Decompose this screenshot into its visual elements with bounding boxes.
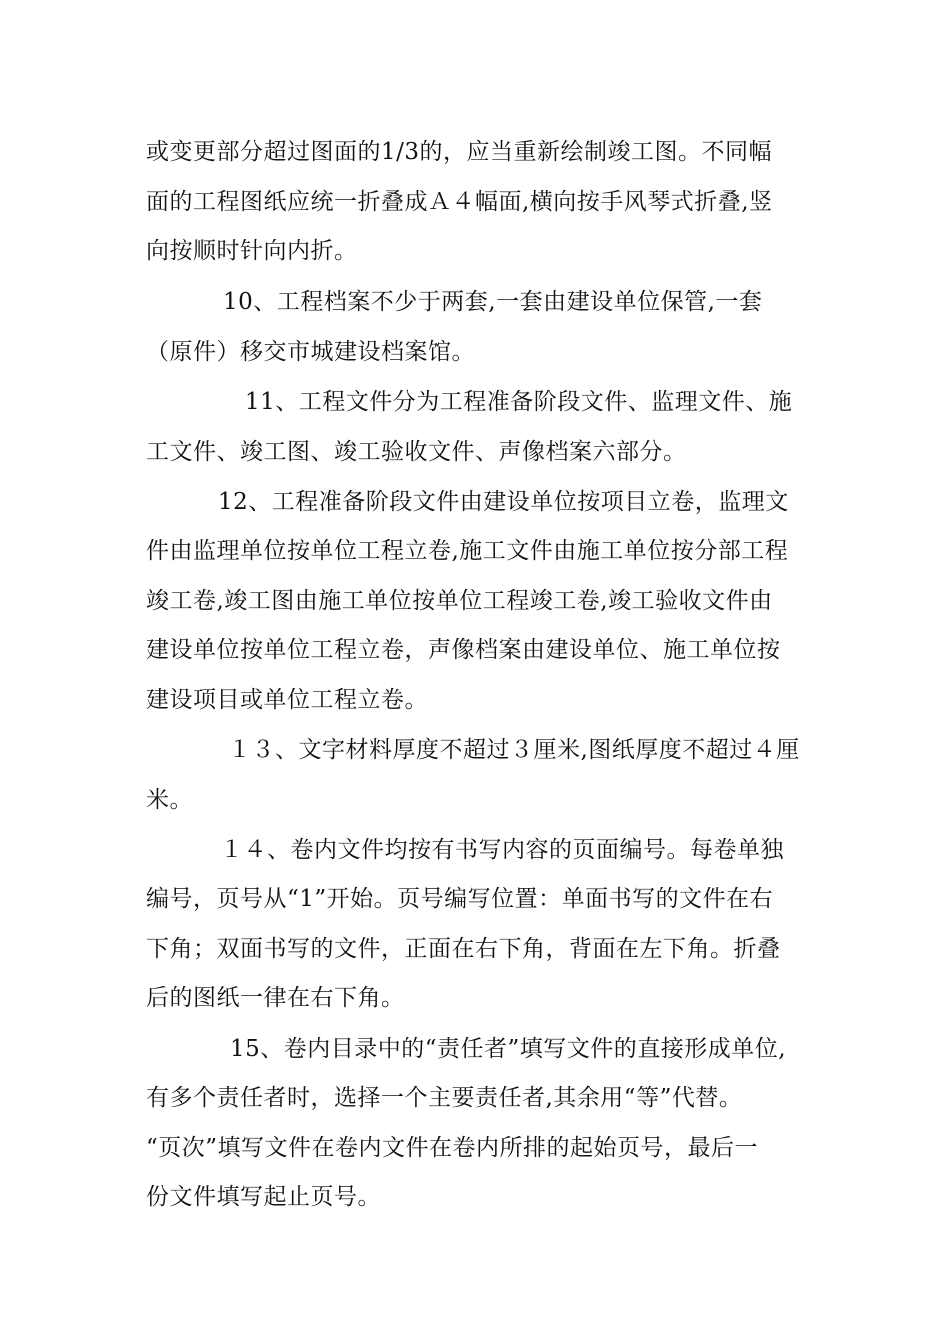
paragraph-11-first-line: 11、工程文件分为工程准备阶段文件、监理文件、施	[245, 389, 793, 415]
text-line: 竣工卷,竣工图由施工单位按单位工程竣工卷,竣工验收文件由	[146, 588, 773, 614]
text-line: 向按顺时针向内折。	[146, 238, 358, 264]
paragraph-13-first-line: １３、文字材料厚度不超过３厘米,图纸厚度不超过４厘	[228, 737, 800, 763]
text-line: 米。	[146, 787, 193, 813]
text-line: 面的工程图纸应统一折叠成Ａ４幅面,横向按手风琴式折叠,竖	[146, 189, 773, 215]
text-line: “页次”填写文件在卷内文件在卷内所排的起始页号，最后一	[146, 1135, 759, 1161]
text-line: 份文件填写起止页号。	[146, 1184, 381, 1210]
text-line: 下角；双面书写的文件，正面在右下角，背面在左下角。折叠	[146, 936, 781, 962]
paragraph-12-first-line: 12、工程准备阶段文件由建设单位按项目立卷，监理文	[218, 489, 789, 515]
text-line: （原件）移交市城建设档案馆。	[146, 339, 475, 365]
paragraph-14-first-line: １４、卷内文件均按有书写内容的页面编号。每卷单独	[220, 837, 784, 863]
text-line: 有多个责任者时，选择一个主要责任者,其余用“等”代替。	[146, 1085, 743, 1111]
text-line: 后的图纸一律在右下角。	[146, 985, 405, 1011]
paragraph-10-first-line: 10、工程档案不少于两套,一套由建设单位保管,一套	[223, 289, 763, 315]
text-line: 工文件、竣工图、竣工验收文件、声像档案六部分。	[146, 439, 687, 465]
text-line: 或变更部分超过图面的1/3的，应当重新绘制竣工图。不同幅	[146, 139, 773, 165]
paragraph-15-first-line: 15、卷内目录中的“责任者”填写文件的直接形成单位,	[230, 1036, 787, 1062]
text-line: 建设项目或单位工程立卷。	[146, 687, 428, 713]
text-line: 件由监理单位按单位工程立卷,施工文件由施工单位按分部工程	[146, 538, 789, 564]
text-line: 编号，页号从“1”开始。页号编写位置：单面书写的文件在右	[146, 886, 774, 912]
text-line: 建设单位按单位工程立卷，声像档案由建设单位、施工单位按	[146, 637, 781, 663]
